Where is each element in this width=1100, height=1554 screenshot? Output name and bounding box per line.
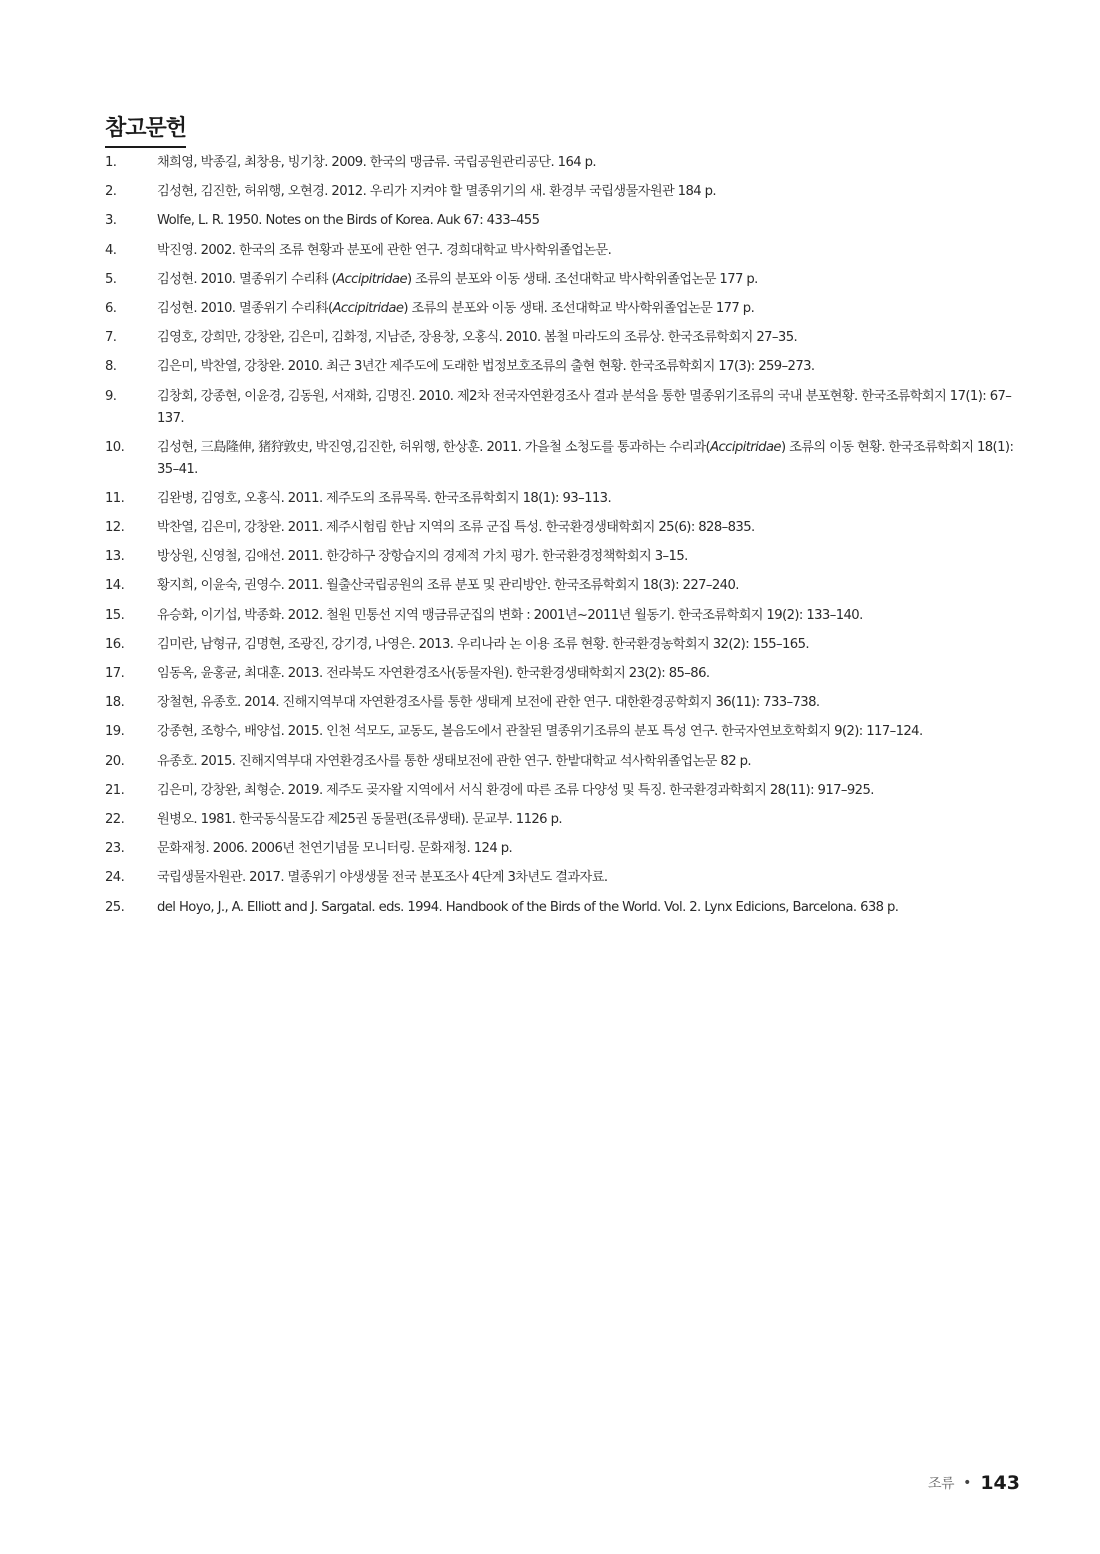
reference-list bbox=[105, 152, 1025, 926]
reference-number: 13. bbox=[105, 549, 125, 565]
reference-item bbox=[105, 298, 1025, 320]
reference-text bbox=[157, 575, 1025, 597]
reference-text-segment: 김성현, 김진한, 허위행, 오현경. 2012. 우리가 지켜야 할 멸종위기의 새. 환경부 국립생물자원관 184 p. bbox=[157, 184, 717, 200]
reference-italic-term: Accipitridae bbox=[336, 271, 407, 287]
reference-number: 19. bbox=[105, 724, 125, 740]
reference-text-segment: 김창회, 강종현, 이윤경, 김동원, 서재화, 김명진. 2010. 제2차 전국자연환경조사 결과 분석을 통한 멸종위기조류의 국내 분포현황. 한국조류학회지 17(1): 67–137. bbox=[157, 388, 1012, 426]
reference-item bbox=[105, 356, 1025, 378]
reference-number: 15. bbox=[105, 607, 125, 623]
reference-text bbox=[157, 437, 1025, 481]
reference-text-segment: 김영호, 강희만, 강창완, 김은미, 김화정, 지남준, 장용창, 오홍식. 2010. 봄철 마라도의 조류상. 한국조류학회지 27–35. bbox=[157, 330, 798, 346]
reference-item bbox=[105, 488, 1025, 510]
reference-number: 14. bbox=[105, 578, 125, 594]
reference-text bbox=[157, 692, 1025, 714]
reference-text bbox=[157, 751, 1025, 773]
reference-number: 22. bbox=[105, 811, 125, 827]
reference-text-segment: 김은미, 강창완, 최형순. 2019. 제주도 곶자왈 지역에서 서식 환경에 따른 조류 다양성 및 특징. 한국환경과학회지 28(11): 917–925. bbox=[157, 782, 874, 798]
reference-number: 21. bbox=[105, 782, 125, 798]
reference-text-segment: 김완병, 김영호, 오홍식. 2011. 제주도의 조류목록. 한국조류학회지 18(1): 93–113. bbox=[157, 490, 612, 506]
reference-number: 4. bbox=[105, 242, 117, 258]
reference-item bbox=[105, 605, 1025, 627]
reference-number: 7. bbox=[105, 330, 117, 346]
reference-text bbox=[157, 897, 1025, 919]
reference-text bbox=[157, 634, 1025, 656]
reference-number: 3. bbox=[105, 213, 117, 229]
reference-item bbox=[105, 867, 1025, 889]
reference-item bbox=[105, 838, 1025, 860]
reference-text bbox=[157, 867, 1025, 889]
reference-text bbox=[157, 663, 1025, 685]
reference-text-segment: 김성현. 2010. 멸종위기 수리科 ( bbox=[157, 271, 337, 287]
reference-item bbox=[105, 546, 1025, 568]
reference-text bbox=[157, 721, 1025, 743]
reference-item bbox=[105, 663, 1025, 685]
reference-text-segment: 유승화, 이기섭, 박종화. 2012. 철원 민통선 지역 맹금류군집의 변화 : 2001년~2011년 월동기. 한국조류학회지 19(2): 133–140. bbox=[157, 607, 863, 623]
reference-text-segment: del Hoyo, J., A. Elliott and J. Sargatal. eds. 1994. Handbook of the Birds of the World. Vol. 2. Lynx Edicions, Barcelona. 638 p. bbox=[157, 899, 899, 915]
reference-text-segment: Wolfe, L. R. 1950. Notes on the Birds of Korea. Auk 67: 433–455 bbox=[157, 213, 540, 229]
footer-section-label: 조류 bbox=[928, 1476, 955, 1492]
reference-number: 18. bbox=[105, 695, 125, 711]
reference-text-segment: 박진영. 2002. 한국의 조류 현황과 분포에 관한 연구. 경희대학교 박사학위졸업논문. bbox=[157, 242, 612, 258]
reference-number: 10. bbox=[105, 439, 125, 455]
reference-italic-term: Accipitridae bbox=[710, 439, 781, 455]
reference-text-segment: 국립생물자원관. 2017. 멸종위기 야생생물 전국 분포조사 4단계 3차년도 결과자료. bbox=[157, 870, 608, 886]
reference-text bbox=[157, 780, 1025, 802]
reference-number: 8. bbox=[105, 359, 117, 375]
reference-text bbox=[157, 809, 1025, 831]
reference-text bbox=[157, 386, 1025, 430]
reference-italic-term: Accipitridae bbox=[332, 300, 404, 316]
reference-text bbox=[157, 327, 1025, 349]
reference-item bbox=[105, 386, 1025, 430]
reference-text-segment: 김성현, 三島隆伸, 猪狩敦史, 박진영,김진한, 허위행, 한상훈. 2011. 가을철 소청도를 통과하는 수리과( bbox=[157, 439, 711, 455]
reference-text bbox=[157, 298, 1025, 320]
reference-text bbox=[157, 838, 1025, 860]
reference-number: 12. bbox=[105, 520, 125, 536]
reference-item bbox=[105, 517, 1025, 539]
reference-item bbox=[105, 437, 1025, 481]
reference-item bbox=[105, 240, 1025, 262]
reference-text-segment: 채희영, 박종길, 최창용, 빙기창. 2009. 한국의 맹금류. 국립공원관리공단. 164 p. bbox=[157, 155, 596, 170]
reference-number: 9. bbox=[105, 388, 117, 404]
page-title: 참고문헌 bbox=[105, 113, 186, 148]
reference-number: 23. bbox=[105, 841, 125, 857]
reference-text-segment: 방상원, 신영철, 김애선. 2011. 한강하구 장항습지의 경제적 가치 평가. 한국환경정책학회지 3–15. bbox=[157, 549, 688, 565]
reference-text-segment: 원병오. 1981. 한국동식물도감 제25권 동물편(조류생태). 문교부. 1126 p. bbox=[157, 811, 562, 827]
reference-text bbox=[157, 181, 1025, 203]
reference-item bbox=[105, 897, 1025, 919]
reference-number: 24. bbox=[105, 870, 125, 886]
reference-number: 2. bbox=[105, 184, 117, 200]
reference-text-segment: 임동옥, 윤홍균, 최대훈. 2013. 전라북도 자연환경조사(동물자원). 한국환경생태학회지 23(2): 85–86. bbox=[157, 666, 710, 681]
reference-number: 1. bbox=[105, 155, 117, 170]
reference-text bbox=[157, 240, 1025, 262]
reference-item bbox=[105, 780, 1025, 802]
reference-number: 25. bbox=[105, 899, 125, 915]
page-footer bbox=[928, 1472, 1020, 1494]
reference-item bbox=[105, 692, 1025, 714]
reference-text-segment: 장철현, 유종호. 2014. 진해지역부대 자연환경조사를 통한 생태계 보전에 관한 연구. 대한환경공학회지 36(11): 733–738. bbox=[157, 695, 820, 711]
footer-separator: • bbox=[963, 1475, 972, 1491]
reference-item bbox=[105, 152, 1025, 174]
reference-text-segment: ) 조류의 분포와 이동 생태. 조선대학교 박사학위졸업논문 177 p. bbox=[403, 300, 755, 316]
reference-text bbox=[157, 269, 1025, 291]
reference-text-segment: 유종호. 2015. 진해지역부대 자연환경조사를 통한 생태보전에 관한 연구. 한밭대학교 석사학위졸업논문 82 p. bbox=[157, 753, 751, 769]
reference-text-segment: 김성현. 2010. 멸종위기 수리科( bbox=[157, 300, 333, 316]
reference-text-segment: ) 조류의 분포와 이동 생태. 조선대학교 박사학위졸업논문 177 p. bbox=[406, 271, 758, 287]
reference-number: 16. bbox=[105, 636, 125, 652]
reference-number: 20. bbox=[105, 753, 125, 769]
reference-item bbox=[105, 269, 1025, 291]
reference-item bbox=[105, 721, 1025, 743]
page-number: 143 bbox=[980, 1472, 1020, 1494]
reference-item bbox=[105, 751, 1025, 773]
reference-item bbox=[105, 181, 1025, 203]
reference-item bbox=[105, 575, 1025, 597]
reference-number: 11. bbox=[105, 490, 125, 506]
reference-text bbox=[157, 517, 1025, 539]
reference-text-segment: 박찬열, 김은미, 강창완. 2011. 제주시험림 한남 지역의 조류 군집 특성. 한국환경생태학회지 25(6): 828–835. bbox=[157, 520, 755, 536]
reference-text-segment: 강종현, 조항수, 배양섭. 2015. 인천 석모도, 교동도, 볼음도에서 관찰된 멸종위기조류의 분포 특성 연구. 한국자연보호학회지 9(2): 117–124. bbox=[157, 724, 923, 740]
reference-text bbox=[157, 356, 1025, 378]
reference-number: 6. bbox=[105, 300, 117, 316]
reference-number: 17. bbox=[105, 666, 125, 681]
reference-text-segment: 김은미, 박찬열, 강창완. 2010. 최근 3년간 제주도에 도래한 법정보호조류의 출현 현황. 한국조류학회지 17(3): 259–273. bbox=[157, 359, 815, 375]
reference-text bbox=[157, 605, 1025, 627]
reference-item bbox=[105, 634, 1025, 656]
reference-text-segment: ) 조류의 이동 현황. 한국조류학회지 18(1): 35–41. bbox=[157, 439, 1014, 477]
reference-item bbox=[105, 809, 1025, 831]
reference-text-segment: 김미란, 남형규, 김명현, 조광진, 강기경, 나영은. 2013. 우리나라 논 이용 조류 현황. 한국환경농학회지 32(2): 155–165. bbox=[157, 636, 809, 652]
reference-number: 5. bbox=[105, 271, 117, 287]
reference-text bbox=[157, 546, 1025, 568]
reference-text bbox=[157, 488, 1025, 510]
reference-text bbox=[157, 210, 1025, 232]
reference-text bbox=[157, 152, 1025, 174]
reference-text-segment: 황지희, 이윤숙, 권영수. 2011. 월출산국립공원의 조류 분포 및 관리방안. 한국조류학회지 18(3): 227–240. bbox=[157, 578, 739, 594]
reference-text-segment: 문화재청. 2006. 2006년 천연기념물 모니터링. 문화재청. 124 p. bbox=[157, 841, 513, 857]
reference-item bbox=[105, 210, 1025, 232]
reference-item bbox=[105, 327, 1025, 349]
